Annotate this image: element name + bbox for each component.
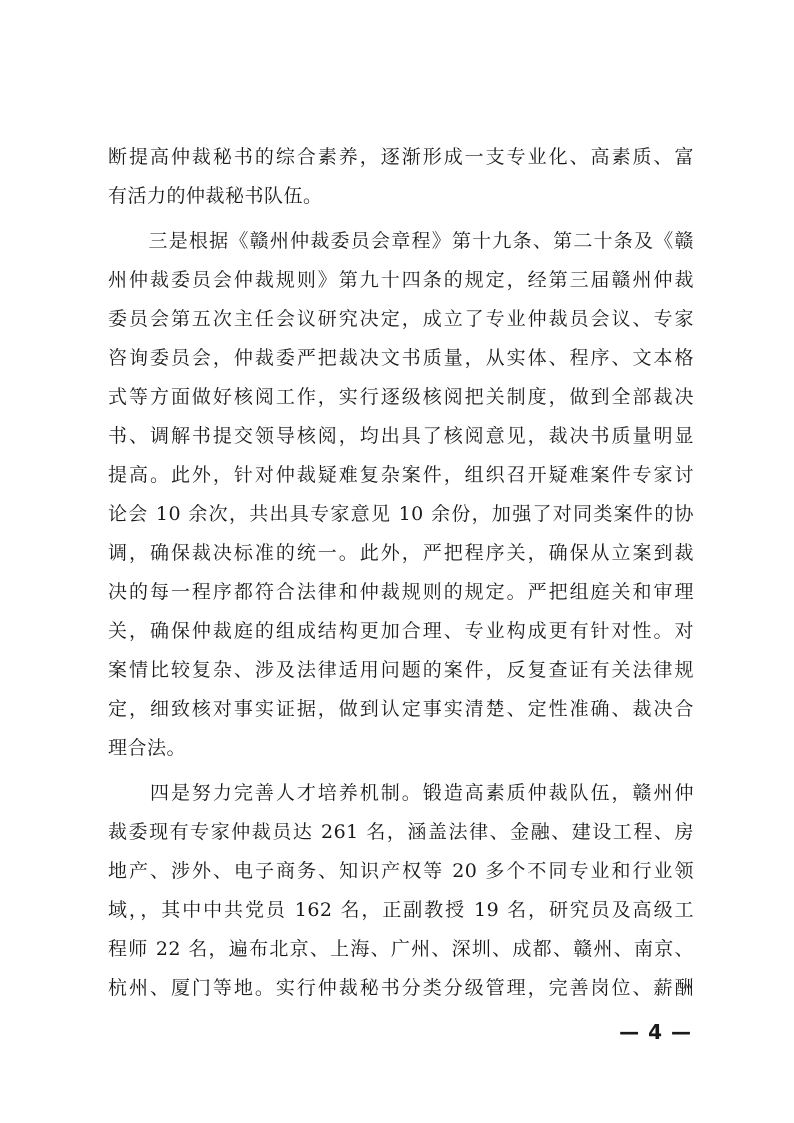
text-line: 程师 22 名，遍布北京、上海、广州、深圳、成都、赣州、南京、 — [108, 938, 694, 960]
text-line: 有活力的仲裁秘书队伍。 — [108, 185, 323, 207]
text-line: 地产、涉外、电子商务、知识产权等 20 多个不同专业和行业领 — [108, 860, 694, 882]
text-line: 调，确保裁决标准的统一。此外，严把程序关，确保从立案到裁 — [108, 542, 694, 564]
paragraph-2 — [108, 222, 694, 768]
text-line: 域，，其中中共党员 162 名，正副教授 19 名，研究员及高级工 — [108, 899, 694, 921]
paragraph-3 — [108, 774, 694, 1008]
text-line: 三是根据《赣州仲裁委员会章程》第十九条、第二十条及《赣 — [108, 230, 694, 252]
text-line: 四是努力完善人才培养机制。锻造高素质仲裁队伍，赣州仲 — [108, 782, 694, 804]
text-line: 断提高仲裁秘书的综合素养，逐渐形成一支专业化、高素质、富 — [108, 146, 694, 168]
text-line: 书、调解书提交领导核阅，均出具了核阅意见，裁决书质量明显 — [108, 425, 694, 447]
text-line: 论会 10 余次，共出具专家意见 10 余份，加强了对同类案件的协 — [108, 503, 694, 525]
text-line: 关，确保仲裁庭的组成结构更加合理、专业构成更有针对性。对 — [108, 620, 694, 642]
text-line: 理合法。 — [108, 737, 187, 759]
page-number: — 4 — — [619, 1020, 692, 1044]
text-line: 委员会第五次主任会议研究决定，成立了专业仲裁员会议、专家 — [108, 308, 694, 330]
text-line: 裁委现有专家仲裁员达 261 名，涵盖法律、金融、建设工程、房 — [108, 821, 694, 843]
text-line: 提高。此外，针对仲裁疑难复杂案件，组织召开疑难案件专家讨 — [108, 464, 694, 486]
text-line: 式等方面做好核阅工作，实行逐级核阅把关制度，做到全部裁决 — [108, 386, 694, 408]
text-line: 决的每一程序都符合法律和仲裁规则的规定。严把组庭关和审理 — [108, 581, 694, 603]
document-body — [108, 138, 694, 1014]
text-line: 杭州、厦门等地。实行仲裁秘书分类分级管理，完善岗位、薪酬 — [108, 977, 694, 999]
text-line: 州仲裁委员会仲裁规则》第九十四条的规定，经第三届赣州仲裁 — [108, 269, 694, 291]
text-line: 案情比较复杂、涉及法律适用问题的案件，反复查证有关法律规 — [108, 659, 694, 681]
paragraph-1 — [108, 138, 694, 216]
text-line: 咨询委员会，仲裁委严把裁决文书质量，从实体、程序、文本格 — [108, 347, 694, 369]
text-line: 定，细致核对事实证据，做到认定事实清楚、定性准确、裁决合 — [108, 698, 694, 720]
